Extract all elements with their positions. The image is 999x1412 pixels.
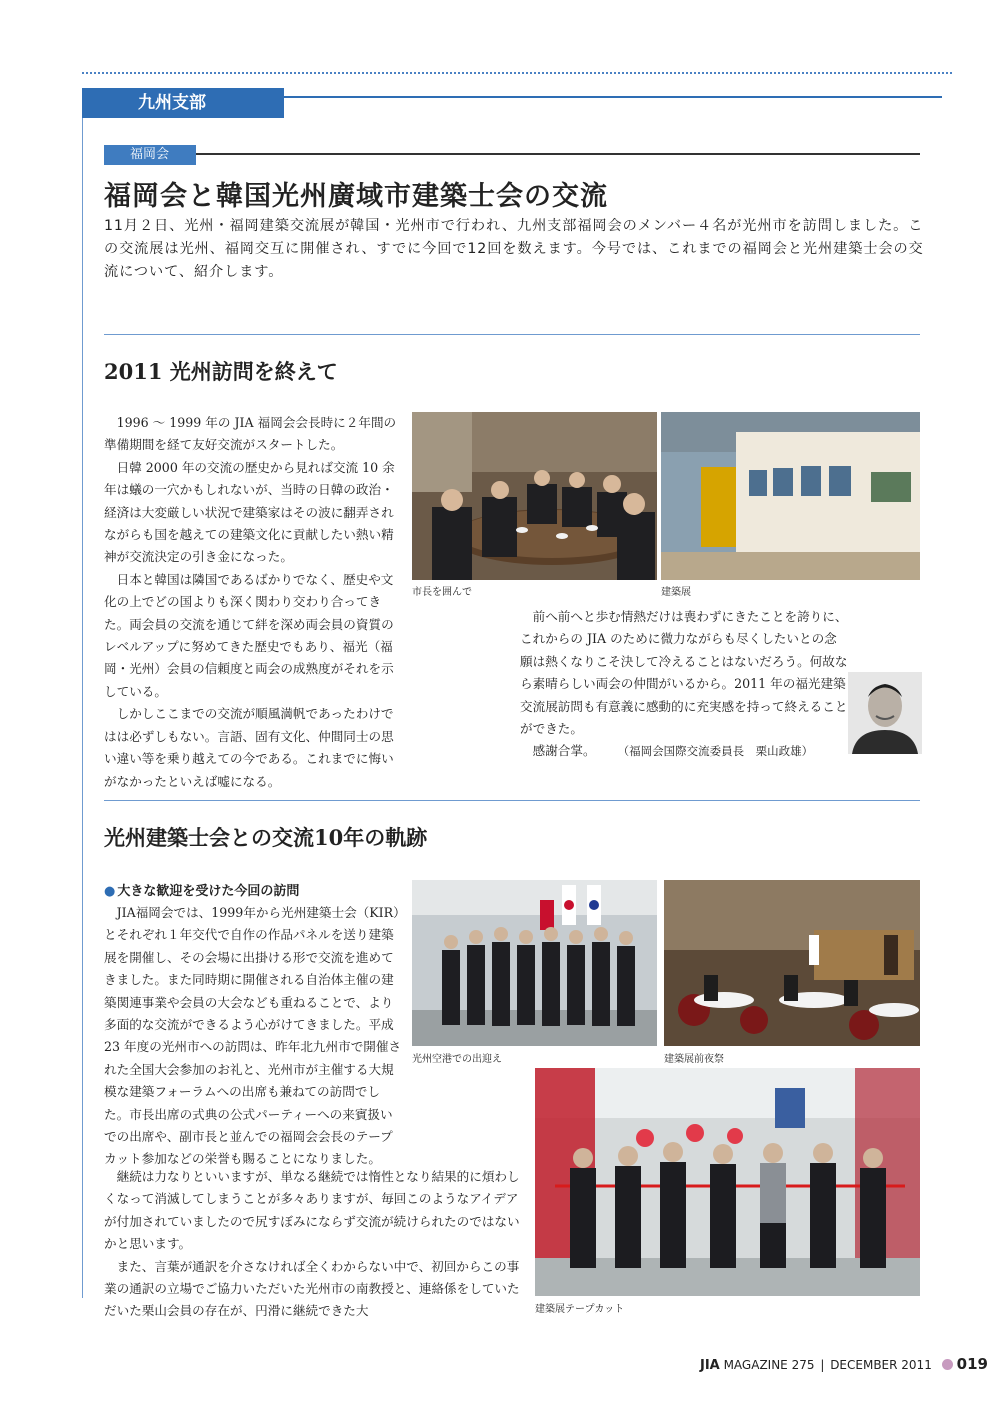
kai-label: 福岡会: [104, 145, 196, 165]
page-number: 019: [956, 1355, 988, 1373]
caption-photo3: 光州空港での出迎え: [412, 1054, 502, 1065]
paragraph: 日本と韓国は隣国であるばかりでなく、歴史や文化の上でどの国よりも深く関わり交わり合ってきた。両会員の交流を通じて絆を深め両会員の資質のレベルアップに努めてきた歴史でもあり、福光（福岡・光州）会員の信頼度と両会の成熟度がそれを示している。: [104, 571, 394, 699]
caption-photo4: 建築展前夜祭: [664, 1054, 724, 1065]
photo-eve-reception: [664, 880, 920, 1046]
article1-body: [104, 412, 402, 793]
caption-photo2: 建築展: [661, 587, 691, 598]
photo-airport-welcome: [412, 880, 657, 1046]
divider: [104, 334, 920, 335]
footer-magazine: MAGAZINE 275: [723, 1358, 815, 1372]
article2-heading: 光州建築士会との交流10年の軌跡: [104, 825, 428, 850]
article1-heading: 2011 光州訪問を終えて: [104, 359, 338, 384]
author-portrait: [848, 672, 922, 754]
article2-subheading: ● 大きな歓迎を受けた今回の訪問: [104, 880, 299, 899]
caption-photo1: 市長を囲んで: [412, 587, 472, 598]
lead-text: 11月２日、光州・福岡建築交流展が韓国・光州市で行われ、九州支部福岡会のメンバー４名が光州市を訪問しました。この交流展は光州、福岡交互に開催され、すでに今回で12回を数えます。今号では、これまでの福岡会と光州建築士会の交流について、紹介します。: [104, 218, 924, 280]
paragraph: 日韓 2000 年の交流の歴史から見れば交流 10 余年は蟻の一穴かもしれないが、当時の日韓の政治・経済は大変厳しい状況で建築家はその波に翻弄されながらも国を越えての建築文化に貢献したい熱い精神が交流決定の引き金になった。: [104, 459, 395, 565]
page-footer: JIA MAGAZINE 275 | DECEMBER 2011 019: [700, 1355, 988, 1373]
photo-exhibition: [661, 412, 920, 580]
article2-body-bottom: [104, 1166, 526, 1323]
page-title: 福岡会と韓国光州廣域市建築士会の交流: [104, 181, 608, 212]
paragraph: また、言葉が通訳を介さなければ全くわからない中で、初回からこの事業の通訳の立場でご協力いただいた光州市の南教授と、連絡係をしていただいた栗山会員の存在が、円滑に継続できた大: [104, 1258, 520, 1319]
photo-mayor-meeting: [412, 412, 657, 580]
page-dot-icon: [942, 1359, 953, 1370]
kai-rule: [196, 153, 920, 155]
top-dotted-rule: [82, 72, 952, 74]
paragraph: 前へ前へと歩む情熱だけは喪わずにきたことを誇りに、これからの JIA のために微力ながらも尽くしたいとの念願は熱くなりこそ決して冷えることはないだろう。何故なら素晴らしい両会の仲間がいるから。2011 年の福光建築交流展訪問も有意義に感動的に充実感を持って終えることができた。: [520, 609, 848, 737]
signature: （福岡会国際交流委員長 栗山政雄）: [617, 744, 814, 759]
photo-tape-cutting: [535, 1068, 920, 1296]
footer-date: DECEMBER 2011: [830, 1358, 932, 1372]
caption-photo5: 建築展テープカット: [535, 1304, 625, 1315]
paragraph: JIA福岡会では、1999年から光州建築士会（KIR）とそれぞれ１年交代で自作の作品パネルを送り建築展を開催し、その会場に出掛ける形で交流を進めてきました。また同時期に開催される自治体主催の建築関連事業や会員の大会なども重ねることで、より多面的な交流ができるよう心がけてきました。平成 23 年度の光州市への訪問は、昨年北九州市で開催された全国大会参加のお礼と、光州市が主催する大規模な建築フォーラムへの出席も兼ねての訪問でした。市長出席の式典の公式パーティーへの来賓扱いでの出席や、副市長と並んでの福岡会会長のテープカット参加などの栄誉も賜ることになりました。: [104, 905, 402, 1167]
section-label: 九州支部: [82, 88, 284, 118]
article2-body-top: [104, 902, 404, 1171]
divider: [104, 800, 920, 801]
closing-text: 感謝合掌。: [532, 743, 596, 759]
paragraph: 継続は力なりといいますが、単なる継続では惰性となり結果的に煩わしくなって消滅してしまうことが多々ありますが、毎回このようなアイデアが付加されていましたので尻すぼみにならず交流が続けられたのではないかと思います。: [104, 1169, 520, 1252]
paragraph: しかしここまでの交流が順風満帆であったわけではは必ずしもない。言語、固有文化、仲間同士の思い違い等を乗り越えての今である。これまでに悔いがなかったといえば嘘になる。: [104, 706, 394, 789]
paragraph: 1996 ～ 1999 年の JIA 福岡会会長時に２年間の準備期間を経て友好交流がスタートした。: [104, 415, 397, 453]
footer-brand: JIA: [700, 1358, 720, 1373]
